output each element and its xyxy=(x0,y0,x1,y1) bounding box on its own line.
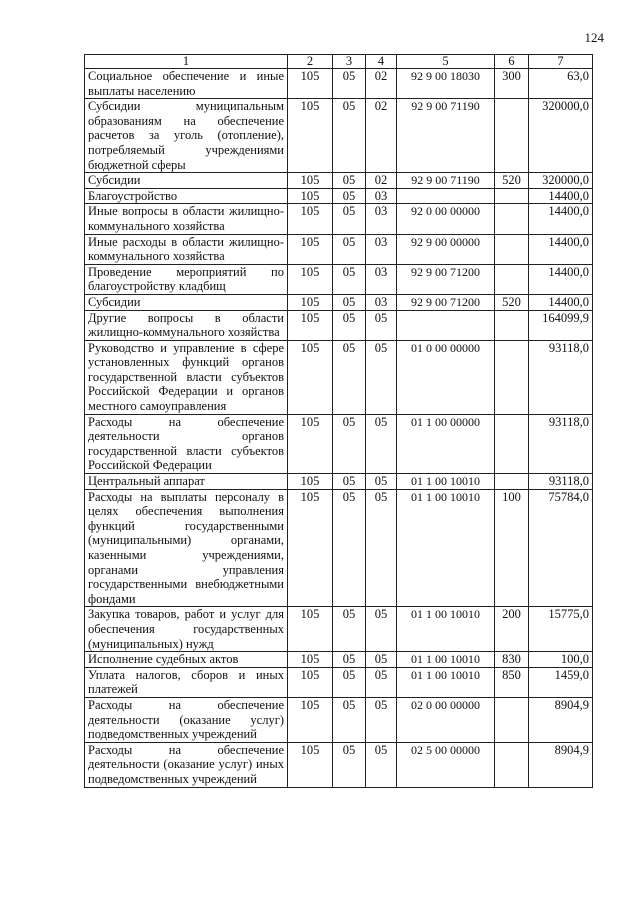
row-name: Иные расходы в области жилищно-коммунального хозяйства xyxy=(85,234,288,264)
amount: 14400,0 xyxy=(529,188,593,204)
subsection-code: 05 xyxy=(366,742,397,787)
section-code: 05 xyxy=(333,234,366,264)
row-name: Другие вопросы в области жилищно-коммунального хозяйства xyxy=(85,310,288,340)
table-row xyxy=(85,414,593,473)
row-name: Субсидии xyxy=(85,294,288,310)
amount: 93118,0 xyxy=(529,340,593,414)
row-name: Расходы на обеспечение деятельности (оказание услуг) подведомственных учреждений xyxy=(85,697,288,742)
ministry-code: 105 xyxy=(288,667,333,697)
table-row xyxy=(85,742,593,787)
expense-type-code: 200 xyxy=(495,607,529,652)
section-code: 05 xyxy=(333,652,366,668)
amount: 14400,0 xyxy=(529,264,593,294)
column-number-3: 3 xyxy=(333,55,366,69)
ministry-code: 105 xyxy=(288,414,333,473)
expense-type-code xyxy=(495,340,529,414)
section-code: 05 xyxy=(333,99,366,173)
ministry-code: 105 xyxy=(288,474,333,490)
section-code: 05 xyxy=(333,188,366,204)
ministry-code: 105 xyxy=(288,310,333,340)
section-code: 05 xyxy=(333,607,366,652)
ministry-code: 105 xyxy=(288,188,333,204)
table-row xyxy=(85,340,593,414)
table-header-row xyxy=(85,55,593,69)
amount: 15775,0 xyxy=(529,607,593,652)
ministry-code: 105 xyxy=(288,489,333,607)
expense-type-code: 300 xyxy=(495,69,529,99)
row-name: Проведение мероприятий по благоустройству кладбищ xyxy=(85,264,288,294)
target-article-code: 01 1 00 10010 xyxy=(397,489,495,607)
table-row xyxy=(85,264,593,294)
expense-type-code: 830 xyxy=(495,652,529,668)
section-code: 05 xyxy=(333,294,366,310)
amount: 14400,0 xyxy=(529,234,593,264)
ministry-code: 105 xyxy=(288,234,333,264)
amount: 14400,0 xyxy=(529,204,593,234)
subsection-code: 05 xyxy=(366,652,397,668)
section-code: 05 xyxy=(333,264,366,294)
table-row xyxy=(85,667,593,697)
subsection-code: 05 xyxy=(366,607,397,652)
target-article-code: 92 9 00 00000 xyxy=(397,234,495,264)
amount: 8904,9 xyxy=(529,697,593,742)
subsection-code: 02 xyxy=(366,69,397,99)
section-code: 05 xyxy=(333,667,366,697)
target-article-code: 02 5 00 00000 xyxy=(397,742,495,787)
amount: 63,0 xyxy=(529,69,593,99)
target-article-code xyxy=(397,310,495,340)
ministry-code: 105 xyxy=(288,742,333,787)
subsection-code: 05 xyxy=(366,697,397,742)
row-name: Социальное обеспечение и иные выплаты населению xyxy=(85,69,288,99)
amount: 8904,9 xyxy=(529,742,593,787)
target-article-code: 92 9 00 71200 xyxy=(397,264,495,294)
section-code: 05 xyxy=(333,173,366,189)
amount: 1459,0 xyxy=(529,667,593,697)
section-code: 05 xyxy=(333,310,366,340)
section-code: 05 xyxy=(333,340,366,414)
amount: 100,0 xyxy=(529,652,593,668)
section-code: 05 xyxy=(333,697,366,742)
row-name: Благоустройство xyxy=(85,188,288,204)
table-row xyxy=(85,652,593,668)
amount: 320000,0 xyxy=(529,173,593,189)
subsection-code: 03 xyxy=(366,294,397,310)
target-article-code: 92 9 00 18030 xyxy=(397,69,495,99)
target-article-code: 01 1 00 10010 xyxy=(397,607,495,652)
expense-type-code xyxy=(495,234,529,264)
subsection-code: 03 xyxy=(366,204,397,234)
expense-type-code xyxy=(495,204,529,234)
row-name: Уплата налогов, сборов и иных платежей xyxy=(85,667,288,697)
expense-type-code xyxy=(495,310,529,340)
row-name: Расходы на выплаты персоналу в целях обеспечения выполнения функций государственными (муниципальными) органами, казенными учреждениями, органами управления государственными внебюджетными фондами xyxy=(85,489,288,607)
column-number-2: 2 xyxy=(288,55,333,69)
section-code: 05 xyxy=(333,742,366,787)
subsection-code: 02 xyxy=(366,99,397,173)
section-code: 05 xyxy=(333,489,366,607)
table-row xyxy=(85,173,593,189)
table-row xyxy=(85,188,593,204)
column-number-1: 1 xyxy=(85,55,288,69)
target-article-code: 02 0 00 00000 xyxy=(397,697,495,742)
table-row xyxy=(85,607,593,652)
row-name: Закупка товаров, работ и услуг для обеспечения государственных (муниципальных) нужд xyxy=(85,607,288,652)
row-name: Расходы на обеспечение деятельности органов государственной власти субъектов Российской Федерации xyxy=(85,414,288,473)
target-article-code: 01 1 00 00000 xyxy=(397,414,495,473)
row-name: Руководство и управление в сфере установленных функций органов государственной власти субъектов Российской Федерации и органов местного самоуправления xyxy=(85,340,288,414)
subsection-code: 03 xyxy=(366,188,397,204)
section-code: 05 xyxy=(333,69,366,99)
expense-type-code xyxy=(495,742,529,787)
column-number-6: 6 xyxy=(495,55,529,69)
amount: 75784,0 xyxy=(529,489,593,607)
subsection-code: 03 xyxy=(366,264,397,294)
expense-type-code: 520 xyxy=(495,294,529,310)
ministry-code: 105 xyxy=(288,173,333,189)
table-row xyxy=(85,69,593,99)
subsection-code: 05 xyxy=(366,414,397,473)
row-name: Исполнение судебных актов xyxy=(85,652,288,668)
ministry-code: 105 xyxy=(288,340,333,414)
table-row xyxy=(85,204,593,234)
table-row xyxy=(85,234,593,264)
column-number-4: 4 xyxy=(366,55,397,69)
amount: 164099,9 xyxy=(529,310,593,340)
subsection-code: 05 xyxy=(366,489,397,607)
table-row xyxy=(85,294,593,310)
column-number-5: 5 xyxy=(397,55,495,69)
table-row xyxy=(85,697,593,742)
ministry-code: 105 xyxy=(288,607,333,652)
section-code: 05 xyxy=(333,204,366,234)
row-name: Субсидии xyxy=(85,173,288,189)
row-name: Иные вопросы в области жилищно-коммунального хозяйства xyxy=(85,204,288,234)
target-article-code: 92 0 00 00000 xyxy=(397,204,495,234)
target-article-code: 01 1 00 10010 xyxy=(397,652,495,668)
target-article-code: 92 9 00 71190 xyxy=(397,99,495,173)
subsection-code: 03 xyxy=(366,234,397,264)
subsection-code: 05 xyxy=(366,340,397,414)
amount: 320000,0 xyxy=(529,99,593,173)
subsection-code: 02 xyxy=(366,173,397,189)
subsection-code: 05 xyxy=(366,474,397,490)
target-article-code xyxy=(397,188,495,204)
ministry-code: 105 xyxy=(288,697,333,742)
expense-type-code xyxy=(495,99,529,173)
column-number-7: 7 xyxy=(529,55,593,69)
table-row xyxy=(85,474,593,490)
expense-type-code xyxy=(495,188,529,204)
expense-type-code: 100 xyxy=(495,489,529,607)
ministry-code: 105 xyxy=(288,99,333,173)
section-code: 05 xyxy=(333,474,366,490)
amount: 93118,0 xyxy=(529,474,593,490)
target-article-code: 01 1 00 10010 xyxy=(397,474,495,490)
page-number: 124 xyxy=(584,30,604,45)
expense-type-code xyxy=(495,264,529,294)
ministry-code: 105 xyxy=(288,264,333,294)
budget-table xyxy=(84,54,593,788)
amount: 93118,0 xyxy=(529,414,593,473)
expense-type-code xyxy=(495,414,529,473)
target-article-code: 01 1 00 10010 xyxy=(397,667,495,697)
section-code: 05 xyxy=(333,414,366,473)
expense-type-code xyxy=(495,697,529,742)
subsection-code: 05 xyxy=(366,310,397,340)
expense-type-code: 850 xyxy=(495,667,529,697)
expense-type-code xyxy=(495,474,529,490)
ministry-code: 105 xyxy=(288,294,333,310)
target-article-code: 92 9 00 71200 xyxy=(397,294,495,310)
row-name: Субсидии муниципальным образованиям на обеспечение расчетов за уголь (отопление), потребляемый учреждениями бюджетной сферы xyxy=(85,99,288,173)
subsection-code: 05 xyxy=(366,667,397,697)
target-article-code: 92 9 00 71190 xyxy=(397,173,495,189)
expense-type-code: 520 xyxy=(495,173,529,189)
ministry-code: 105 xyxy=(288,652,333,668)
row-name: Центральный аппарат xyxy=(85,474,288,490)
row-name: Расходы на обеспечение деятельности (оказание услуг) иных подведомственных учреждений xyxy=(85,742,288,787)
table-row xyxy=(85,489,593,607)
ministry-code: 105 xyxy=(288,69,333,99)
target-article-code: 01 0 00 00000 xyxy=(397,340,495,414)
table-row xyxy=(85,99,593,173)
table-row xyxy=(85,310,593,340)
ministry-code: 105 xyxy=(288,204,333,234)
amount: 14400,0 xyxy=(529,294,593,310)
